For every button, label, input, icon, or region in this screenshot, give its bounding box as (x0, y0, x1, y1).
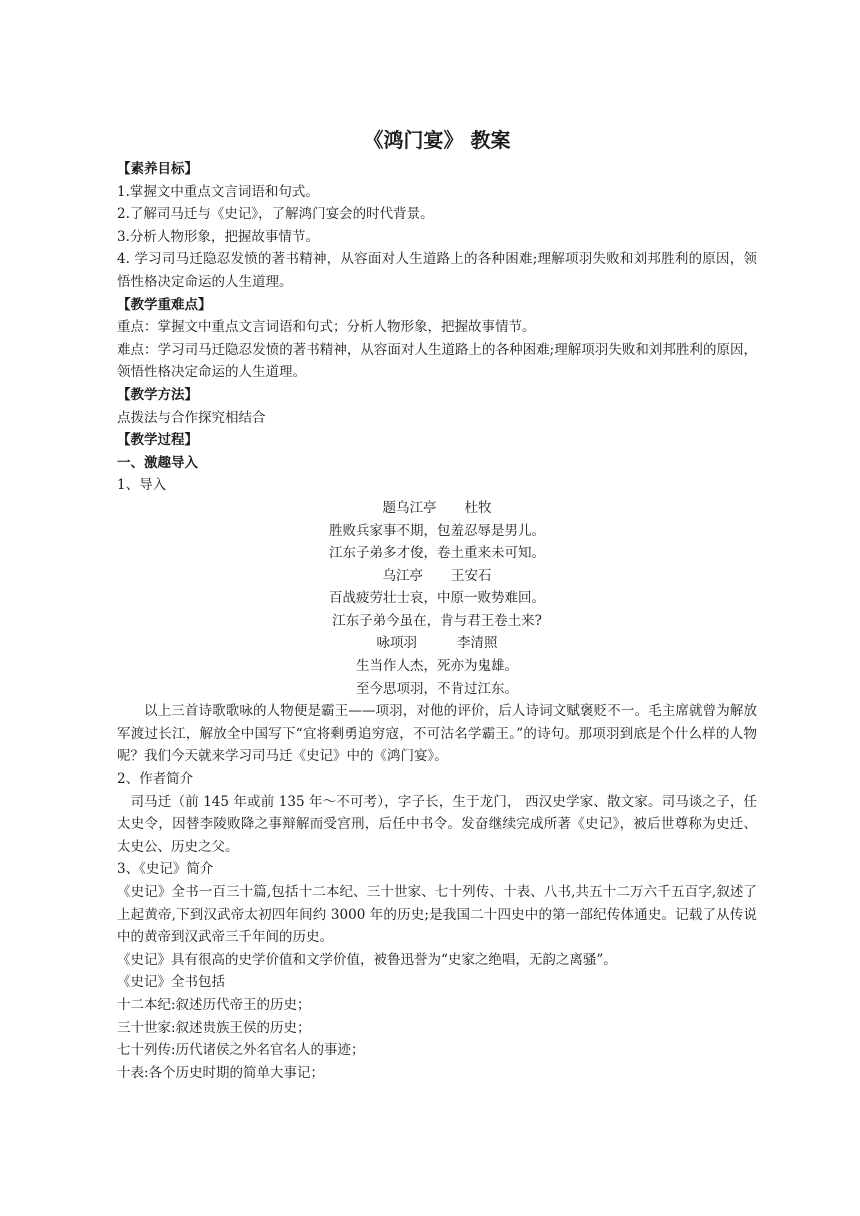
section-heading-goals: 【素养目标】 (117, 161, 198, 177)
poem-title: 题乌江亭 (382, 499, 437, 516)
section-heading-key-points: 【教学重难点】 (117, 296, 212, 313)
part-heading-intro: 一、激趣导入 (117, 454, 198, 471)
difficult-points: 难点：学习司马迁隐忍发愤的著书精神，从容面对人生道路上的各种困难;理解项羽失败和刘邦胜利的原因，领悟性格决定命运的人生道理。 (117, 341, 757, 381)
poem-title: 咏项羽 (376, 635, 417, 652)
intro-paragraph: 以上三首诗歌歌咏的人物便是霸王——项羽，对他的评价，后人诗词文赋褒贬不一。毛主席就曾为解放军渡过长江，解放全中国写下“宜将剩勇追穷寇，不可沽名学霸王。”的诗句。那项羽到底是个什么样的人物呢？我们今天就来学习司马迁《史记》中的《鸿门宴》。 (117, 703, 757, 765)
shiji-paragraph: 《史记》全书一百三十篇,包括十二本纪、三十世家、七十列传、十表、八书,共五十二万六千五百字,叙述了上起黄帝,下到汉武帝太初四年间约 3000 年的历史;是我国二十四史中的第一部纪传体通史。记载了从传说中的黄帝到汉武帝三千年间的历史。 (117, 884, 757, 946)
section-heading-method: 【教学方法】 (117, 386, 198, 403)
poem-title-line (117, 497, 757, 520)
section-heading-process: 【教学过程】 (117, 432, 198, 449)
document-title: 《鸿门宴》 教案 (363, 128, 511, 152)
shiji-item: 十二本纪:叙述历代帝王的历史； (117, 996, 311, 1013)
teaching-method: 点拨法与合作探究相结合 (117, 409, 266, 426)
goal-item: 3.分析人物形象，把握故事情节。 (117, 228, 319, 245)
poem-line: 至今思项羽，不肯过江东。 (356, 680, 518, 697)
goal-item: 4. 学习司马迁隐忍发愤的著书精神，从容面对人生道路上的各种困难;理解项羽失败和刘邦胜利的原因，领悟性格决定命运的人生道理。 (117, 251, 757, 290)
poem-author: 杜牧 (464, 499, 492, 516)
shiji-paragraph: 《史记》具有很高的史学价值和文学价值，被鲁迅誉为“史家之绝唱，无韵之离骚”。 (117, 951, 617, 968)
poem-author: 李清照 (457, 635, 498, 652)
sub-heading-author: 2、作者简介 (117, 771, 194, 788)
author-paragraph: 司马迁（前 145 年或前 135 年～不可考），字子长，生于龙门， 西汉史学家、散文家。司马谈之子，任太史令，因替李陵败降之事辩解而受宫刑，后任中书令。发奋继续完成所著《史记》，被后世尊称为史迁、太史公、历史之父。 (117, 793, 757, 855)
shiji-item: 十表:各个历史时期的简单大事记； (117, 1064, 325, 1081)
shiji-item: 三十世家:叙述贵族王侯的历史； (117, 1019, 311, 1036)
poem-line: 江东子弟多才俊，卷土重来未可知。 (329, 545, 545, 562)
shiji-contents-intro: 《史记》全书包括 (117, 974, 225, 991)
poem-line: 百战疲劳壮士哀，中原一败势难回。 (329, 590, 545, 607)
goal-item: 2.了解司马迁与《史记》，了解鸿门宴会的时代背景。 (117, 206, 434, 223)
poem-title-line (117, 565, 757, 588)
poem-author: 王安石 (451, 567, 492, 584)
poem-title: 乌江亭 (382, 567, 423, 584)
poem-line: 生当作人杰，死亦为鬼雄。 (356, 658, 518, 675)
shiji-item: 七十列传:历代诸侯之外名官名人的事迹； (117, 1042, 365, 1059)
poem-line: 江东子弟今虽在，肯与君王卷土来? (332, 612, 542, 629)
poem-block (117, 497, 757, 700)
poem-title-line (117, 632, 757, 655)
sub-heading-lead-in: 1、导入 (117, 477, 167, 494)
key-points: 重点：掌握文中重点文言词语和句式；分析人物形象，把握故事情节。 (117, 319, 536, 336)
sub-heading-shiji: 3、《史记》简介 (117, 861, 214, 878)
goal-item: 1.掌握文中重点文言词语和句式。 (117, 183, 319, 200)
lesson-plan (117, 126, 757, 1084)
poem-line: 胜败兵家事不期，包羞忍辱是男儿。 (329, 522, 545, 539)
